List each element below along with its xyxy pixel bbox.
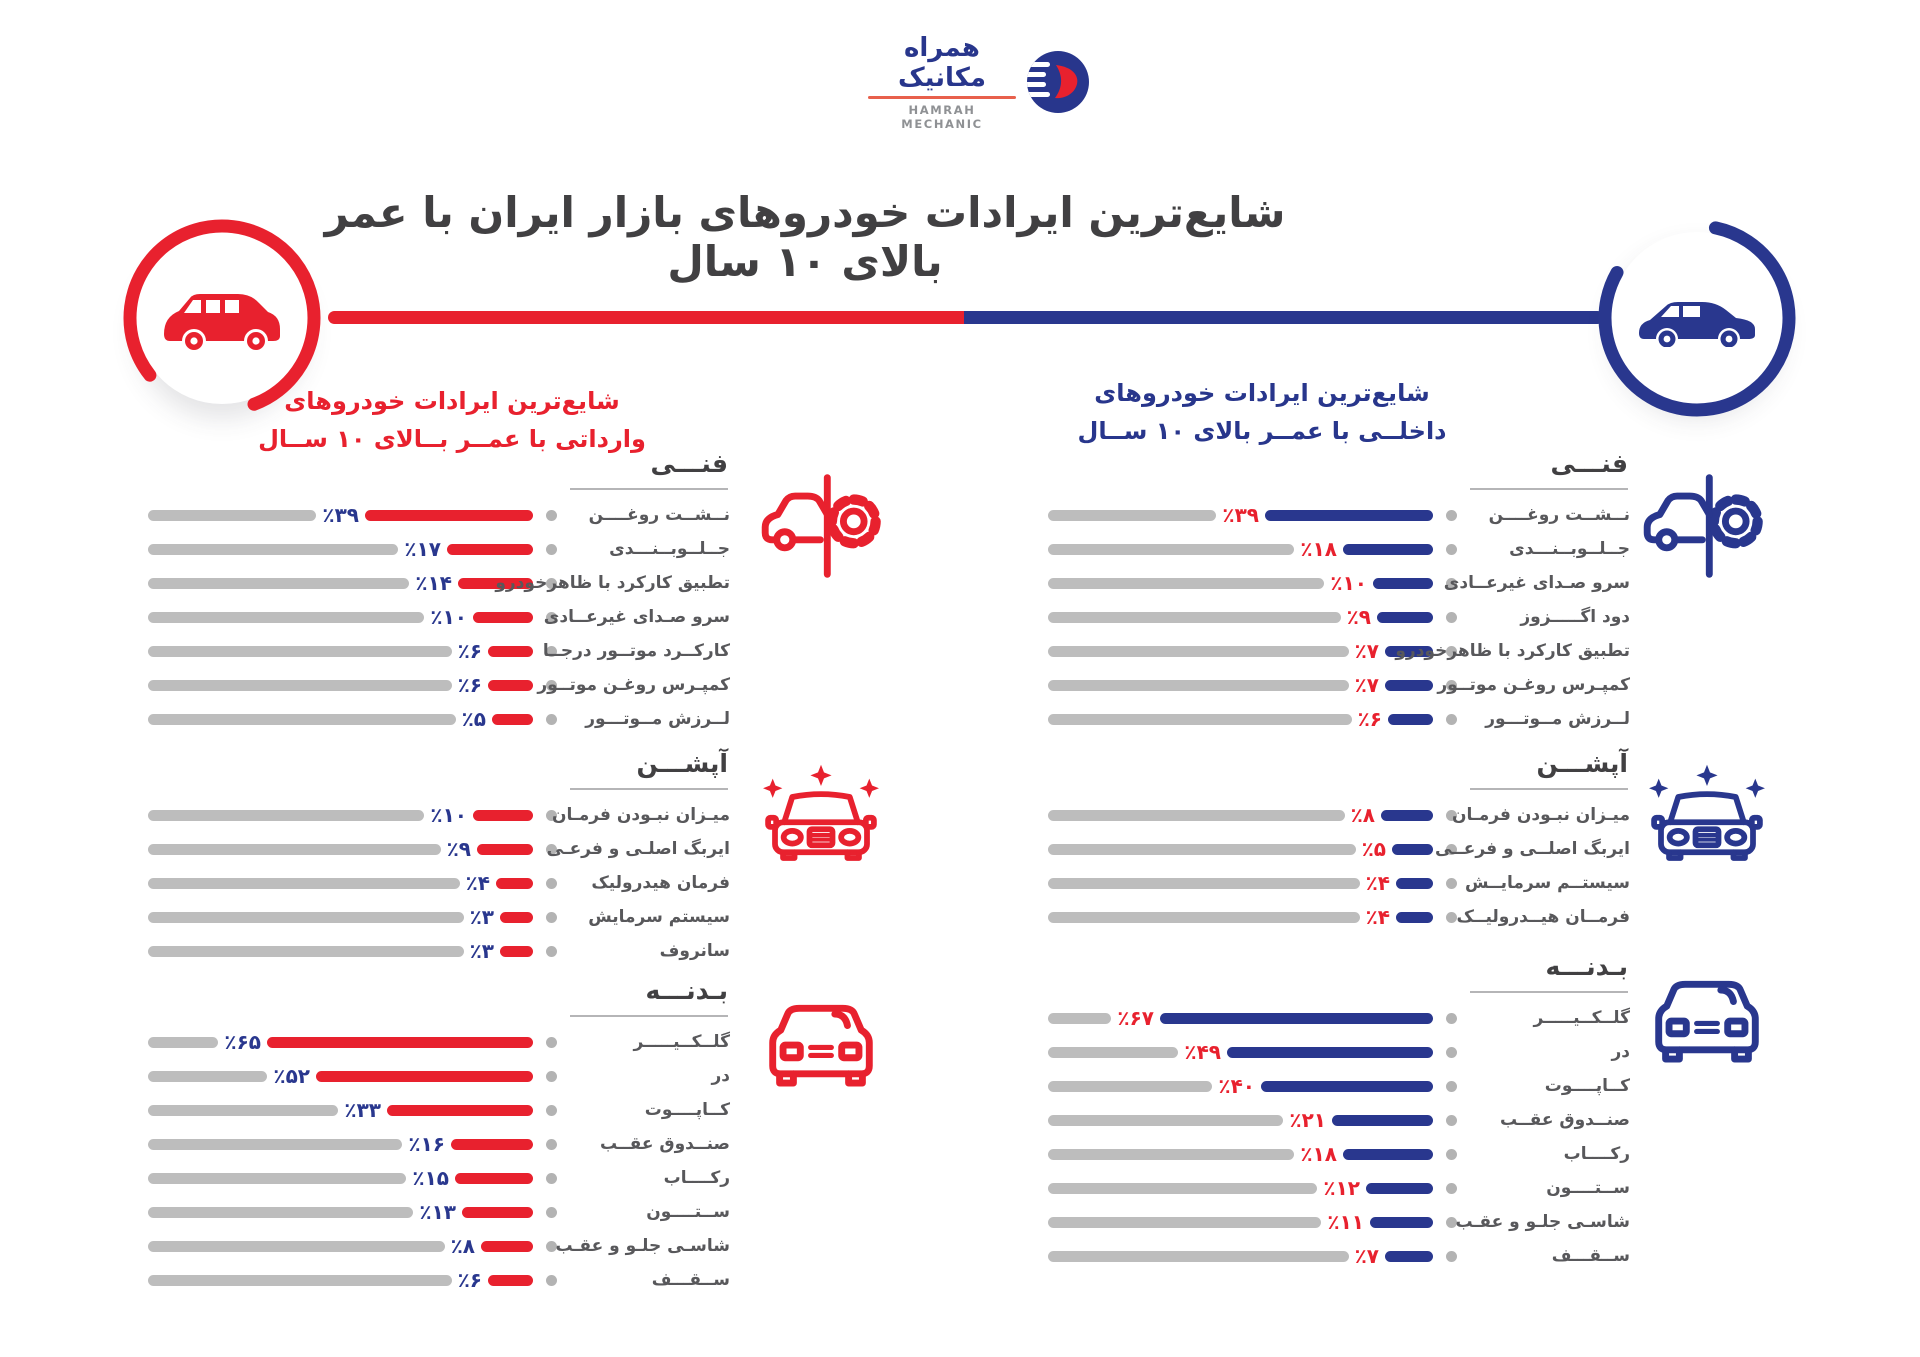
bar-track (1048, 844, 1356, 855)
section-heading (570, 750, 728, 778)
bar-fill (387, 1105, 533, 1116)
row-label: شاسـی جلـو و عقـب (1455, 1212, 1630, 1232)
bar-track (148, 844, 441, 855)
row-dot (1446, 612, 1457, 623)
section-heading-rule (1470, 788, 1628, 790)
bar-fill (1381, 810, 1433, 821)
bar-track (1048, 810, 1345, 821)
bar-track (1048, 714, 1352, 725)
row-dot (1446, 1115, 1457, 1126)
bar-row (148, 1229, 730, 1263)
row-label: نــشــت روغــــن (1488, 505, 1630, 525)
row-dot (546, 510, 557, 521)
bar-value: ٪۱۱ (1327, 1210, 1364, 1234)
section-rows (1048, 798, 1630, 934)
section-heading (570, 450, 728, 478)
bar-track (1048, 1047, 1178, 1058)
row-dot (1446, 1013, 1457, 1024)
bar-row (148, 498, 730, 532)
bar-track (148, 1105, 338, 1116)
bar-value: ٪۲۱ (1289, 1108, 1326, 1132)
bar-fill (316, 1071, 533, 1082)
row-label: کمپـرس روغـن موتــور (1437, 675, 1630, 695)
row-label: در (711, 1066, 730, 1086)
minivan-icon (160, 284, 284, 354)
bar-value: ٪۴ (1365, 871, 1390, 895)
row-label: دود اگـــــزوز (1520, 607, 1630, 627)
row-label: رکــــاب (1563, 1144, 1630, 1164)
bar-track (1048, 1081, 1212, 1092)
row-label: ســتــــون (646, 1202, 730, 1222)
bar-fill (365, 510, 533, 521)
bar-row (148, 1161, 730, 1195)
section-heading-text: آپشـــن (636, 749, 728, 778)
hamrah-mechanic-logo (770, 33, 1090, 131)
row-label: گلــکــیـــــر (633, 1032, 730, 1052)
bar-value: ٪۶ (457, 1268, 482, 1292)
row-label: سانروف (659, 941, 730, 961)
section-rows (148, 798, 730, 968)
bar-track (1048, 646, 1349, 657)
logo-name-fa: همراه مکانیک (898, 33, 986, 93)
bar-track (148, 510, 316, 521)
bar-value: ٪۳۹ (322, 503, 359, 527)
bar-value: ٪۶ (457, 639, 482, 663)
bar-fill (1392, 844, 1433, 855)
section-apshen-imported (148, 750, 730, 968)
bar-fill (1385, 680, 1433, 691)
bar-row (148, 566, 730, 600)
bar-value: ٪۹ (1346, 605, 1371, 629)
bar-value: ٪۱۷ (404, 537, 441, 561)
bar-fill (473, 612, 533, 623)
row-label: ایربگ اصلــی و فرعــی (1434, 839, 1630, 859)
section-rows (1048, 498, 1630, 736)
bar-fill (1261, 1081, 1433, 1092)
row-label: تطبیق کارکرد با ظاهرخودرو (1395, 641, 1630, 661)
section-heading-text: فنـــی (1550, 449, 1628, 478)
divider-red (328, 311, 964, 324)
bar-value: ٪۴۰ (1218, 1074, 1255, 1098)
bar-value: ٪۶ (457, 673, 482, 697)
row-dot (546, 714, 557, 725)
section-heading-rule (1470, 991, 1628, 993)
bar-fill (1377, 612, 1433, 623)
divider-blue (964, 311, 1604, 324)
bar-row (148, 702, 730, 736)
bar-track (148, 1139, 402, 1150)
section-fanni-domestic (1048, 450, 1630, 736)
bar-fill (1265, 510, 1433, 521)
bar-value: ٪۵ (1361, 837, 1386, 861)
bar-fill (488, 646, 533, 657)
car-gear-icon (756, 468, 894, 584)
section-heading (570, 977, 728, 1005)
bar-value: ٪۷ (1354, 673, 1379, 697)
bar-track (148, 912, 464, 923)
logo-name-en: HAMRAH MECHANIC (901, 103, 983, 131)
bar-row (148, 600, 730, 634)
bar-track (148, 1241, 445, 1252)
row-label: کــاپــــوت (1544, 1076, 1630, 1096)
bar-track (148, 1173, 406, 1184)
section-heading-text: فنـــی (650, 449, 728, 478)
bar-row (1048, 832, 1630, 866)
bar-value: ٪۷ (1354, 1244, 1379, 1268)
section-heading-rule (570, 1015, 728, 1017)
section-heading (1470, 750, 1628, 778)
bar-track (148, 646, 452, 657)
row-label: کارکــرد موتــور درجــا (542, 641, 730, 661)
bar-fill (1373, 578, 1433, 589)
row-label: در (1611, 1042, 1630, 1062)
bar-fill (267, 1037, 533, 1048)
logo-mark-icon (1026, 50, 1090, 114)
bar-track (1048, 1115, 1283, 1126)
car-sparkles-icon (1638, 762, 1776, 878)
bar-row (1048, 498, 1630, 532)
bar-row (148, 900, 730, 934)
section-heading-rule (570, 488, 728, 490)
bar-row (1048, 1137, 1630, 1171)
row-dot (1446, 1149, 1457, 1160)
row-label: ســتــــون (1546, 1178, 1630, 1198)
bar-value: ٪۱۳ (419, 1200, 456, 1224)
section-heading-text: آپشـــن (1536, 749, 1628, 778)
bar-value: ٪۱۸ (1300, 537, 1337, 561)
row-dot (546, 1037, 557, 1048)
bar-value: ٪۱۴ (415, 571, 452, 595)
row-dot (1446, 510, 1457, 521)
bar-fill (496, 878, 533, 889)
bar-row (148, 532, 730, 566)
row-dot (546, 544, 557, 555)
bar-value: ٪۶۵ (224, 1030, 261, 1054)
bar-track (148, 1071, 267, 1082)
bar-row (148, 1263, 730, 1297)
logo-text-block (868, 33, 1016, 131)
row-label: جــلــوبــنـــدی (1509, 539, 1630, 559)
bar-value: ٪۶۷ (1117, 1006, 1154, 1030)
row-label: سیستــم سرمایــش (1464, 873, 1630, 893)
row-label: میـزان نبـودن فرمـان (552, 805, 730, 825)
row-dot (1446, 1183, 1457, 1194)
bar-value: ٪۹ (446, 837, 471, 861)
bar-fill (488, 680, 533, 691)
row-dot (546, 912, 557, 923)
bar-track (148, 878, 460, 889)
section-rows (1048, 1001, 1630, 1273)
section-heading (1470, 450, 1628, 478)
bar-fill (1388, 714, 1433, 725)
bar-row (1048, 668, 1630, 702)
row-label: کمپـرس روغـن موتــور (537, 675, 730, 695)
section-apshen-domestic (1048, 750, 1630, 934)
car-gear-icon (1638, 468, 1776, 584)
bar-track (148, 578, 409, 589)
bar-track (1048, 544, 1294, 555)
bar-row (148, 1093, 730, 1127)
section-heading-rule (570, 788, 728, 790)
bar-row (1048, 600, 1630, 634)
row-dot (1446, 1081, 1457, 1092)
bar-value: ٪۴ (1365, 905, 1390, 929)
bar-fill (1385, 1251, 1433, 1262)
bar-row (148, 934, 730, 968)
bar-fill (477, 844, 533, 855)
bar-track (148, 946, 464, 957)
bar-value: ٪۱۰ (1330, 571, 1367, 595)
row-dot (1446, 878, 1457, 889)
bar-value: ٪۱۵ (412, 1166, 449, 1190)
section-rows (148, 498, 730, 736)
bar-value: ٪۱۰ (430, 803, 467, 827)
row-label: سرو صـدای غیرعــادی (1443, 573, 1630, 593)
bar-row (1048, 1001, 1630, 1035)
bar-fill (1332, 1115, 1433, 1126)
section-badaneh-domestic (1048, 953, 1630, 1273)
bar-fill (1343, 544, 1433, 555)
bar-value: ٪۳ (469, 939, 494, 963)
bar-track (1048, 1183, 1317, 1194)
bar-track (1048, 578, 1324, 589)
bar-track (1048, 510, 1216, 521)
bar-row (148, 866, 730, 900)
bar-track (1048, 1251, 1349, 1262)
bar-row (1048, 702, 1630, 736)
row-dot (546, 1139, 557, 1150)
bar-fill (492, 714, 533, 725)
bar-row (1048, 1171, 1630, 1205)
row-dot (1446, 1251, 1457, 1262)
bar-track (148, 680, 452, 691)
bar-row (1048, 1035, 1630, 1069)
bar-value: ٪۳۹ (1222, 503, 1259, 527)
row-label: میـزان نبـودن فرمـان (1452, 805, 1630, 825)
bar-track (1048, 1013, 1111, 1024)
row-dot (546, 1275, 557, 1286)
bar-row (1048, 1069, 1630, 1103)
domestic-subtitle-line1: شایع‌ترین ایرادات خودروهای (1094, 379, 1430, 407)
row-label: تطبیق کارکرد با ظاهرخودرو (495, 573, 730, 593)
bar-track (148, 714, 456, 725)
bar-value: ٪۸ (450, 1234, 475, 1258)
car-front-icon (1638, 970, 1776, 1086)
row-label: لــرزش مــوتـــور (585, 709, 730, 729)
sedan-icon (1635, 284, 1759, 354)
bar-value: ٪۸ (1350, 803, 1375, 827)
bar-value: ٪۵۲ (273, 1064, 310, 1088)
row-label: کــاپــــوت (644, 1100, 730, 1120)
bar-row (1048, 798, 1630, 832)
bar-fill (488, 1275, 533, 1286)
bar-track (1048, 878, 1360, 889)
row-label: جــلــوبــنـــدی (609, 539, 730, 559)
row-dot (1446, 912, 1457, 923)
bar-track (148, 810, 424, 821)
car-sparkles-icon (752, 762, 890, 878)
car-front-icon (752, 994, 890, 1110)
bar-row (1048, 900, 1630, 934)
bar-value: ٪۳ (469, 905, 494, 929)
imported-subtitle-line2: وارداتی با عمــر بــالای ۱۰ ســال (258, 425, 646, 453)
row-dot (546, 878, 557, 889)
row-label: ســقـــف (651, 1270, 730, 1290)
bar-row (1048, 866, 1630, 900)
bar-row (148, 634, 730, 668)
bar-track (1048, 1217, 1321, 1228)
section-fanni-imported (148, 450, 730, 736)
bar-fill (500, 912, 533, 923)
section-badaneh-imported (148, 977, 730, 1297)
bar-track (148, 1275, 452, 1286)
row-label: سیستم سرمایش (588, 907, 730, 927)
bar-fill (1396, 878, 1433, 889)
bar-track (148, 544, 398, 555)
bar-track (148, 1037, 218, 1048)
bar-track (148, 1207, 413, 1218)
row-dot (1446, 714, 1457, 725)
bar-row (148, 668, 730, 702)
row-label: رکــــاب (663, 1168, 730, 1188)
row-dot (1446, 544, 1457, 555)
bar-fill (1366, 1183, 1433, 1194)
bar-row (148, 1195, 730, 1229)
domestic-subtitle (1042, 374, 1482, 450)
bar-value: ٪۴ (465, 871, 490, 895)
bar-row (1048, 1239, 1630, 1273)
bar-value: ٪۶ (1357, 707, 1382, 731)
domestic-cars-badge (1597, 218, 1797, 418)
row-dot (546, 1105, 557, 1116)
bar-track (148, 612, 424, 623)
section-heading (1470, 953, 1628, 981)
bar-value: ٪۱۲ (1323, 1176, 1360, 1200)
bar-value: ٪۴۹ (1184, 1040, 1221, 1064)
bar-track (1048, 1149, 1294, 1160)
row-label: ســقـــف (1551, 1246, 1630, 1266)
imported-subtitle (232, 382, 672, 458)
bar-fill (447, 544, 533, 555)
row-label: گلــکــیـــــر (1533, 1008, 1630, 1028)
bar-value: ٪۱۰ (430, 605, 467, 629)
row-label: فرمان هیدرولیک (591, 873, 730, 893)
bar-fill (481, 1241, 533, 1252)
bar-row (148, 1025, 730, 1059)
bar-row (148, 1127, 730, 1161)
section-heading-rule (1470, 488, 1628, 490)
bar-fill (462, 1207, 533, 1218)
bar-fill (451, 1139, 533, 1150)
row-label: سرو صـدای غیرعــادی (543, 607, 730, 627)
row-dot (546, 1071, 557, 1082)
bar-row (1048, 1205, 1630, 1239)
bar-value: ٪۵ (461, 707, 486, 731)
bar-value: ٪۱۸ (1300, 1142, 1337, 1166)
bar-fill (455, 1173, 533, 1184)
bar-track (1048, 612, 1341, 623)
row-dot (546, 946, 557, 957)
bar-track (1048, 912, 1360, 923)
domestic-subtitle-line2: داخلــی با عمــر بالای ۱۰ ســال (1077, 417, 1447, 445)
page-title: شایع‌ترین ایرادات خودروهای بازار ایران با عمر بالای ۱۰ سال (324, 188, 1286, 286)
bar-row (1048, 532, 1630, 566)
row-label: شاسـی جلـو و عقـب (555, 1236, 730, 1256)
bar-fill (500, 946, 533, 957)
row-label: صنــدوق عقــب (1500, 1110, 1630, 1130)
bar-value: ٪۱۶ (408, 1132, 445, 1156)
row-label: ایربگ اصلـی و فرعـی (546, 839, 730, 859)
row-dot (546, 1207, 557, 1218)
bar-row (148, 1059, 730, 1093)
row-label: فرمــان هیــدرولیــک (1456, 907, 1630, 927)
row-dot (1446, 1047, 1457, 1058)
bar-fill (1396, 912, 1433, 923)
bar-fill (473, 810, 533, 821)
row-dot (546, 1173, 557, 1184)
section-heading-text: بـدنـــه (645, 976, 728, 1005)
section-heading-text: بـدنـــه (1545, 952, 1628, 981)
bar-row (1048, 566, 1630, 600)
bar-row (1048, 1103, 1630, 1137)
row-label: نــشــت روغــــن (588, 505, 730, 525)
bar-fill (1227, 1047, 1433, 1058)
bar-row (148, 798, 730, 832)
bar-value: ٪۷ (1354, 639, 1379, 663)
bar-row (148, 832, 730, 866)
imported-subtitle-line1: شایع‌ترین ایرادات خودروهای (284, 387, 620, 415)
bar-row (1048, 634, 1630, 668)
logo-rule (868, 96, 1016, 99)
bar-value: ٪۳۳ (344, 1098, 381, 1122)
bar-fill (1343, 1149, 1433, 1160)
row-label: صنــدوق عقــب (600, 1134, 730, 1154)
section-rows (148, 1025, 730, 1297)
row-label: لــرزش مــوتـــور (1485, 709, 1630, 729)
bar-fill (1370, 1217, 1433, 1228)
bar-track (1048, 680, 1349, 691)
bar-fill (1160, 1013, 1433, 1024)
